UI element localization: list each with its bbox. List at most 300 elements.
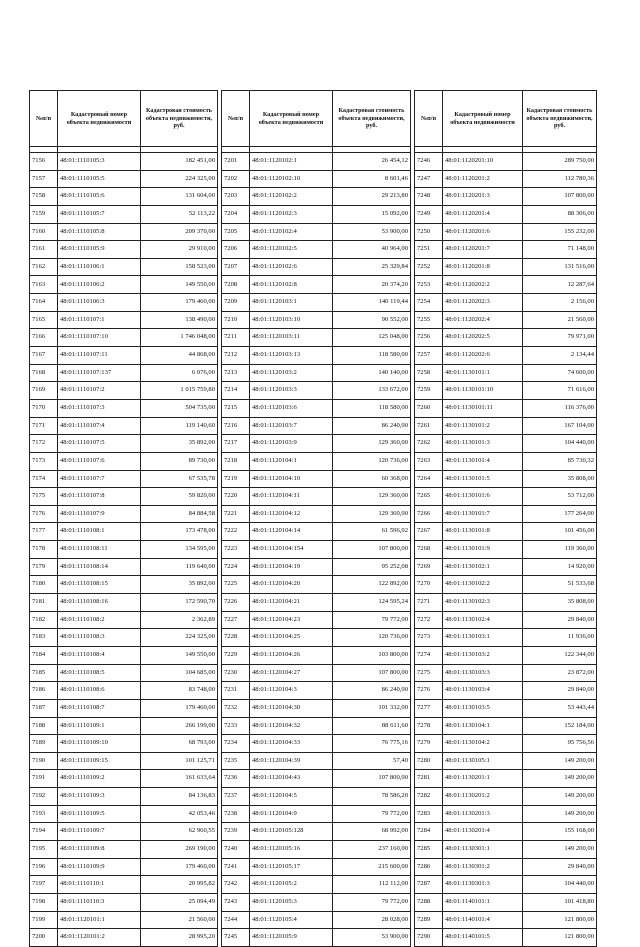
row-number: 7268 — [415, 541, 443, 559]
row-number: 7239 — [222, 823, 250, 841]
cadastral-cost: 122 344,00 — [523, 646, 597, 664]
table-row — [222, 699, 411, 717]
row-number: 7204 — [222, 205, 250, 223]
table-row — [415, 223, 597, 241]
row-number: 7284 — [415, 823, 443, 841]
table-row — [222, 470, 411, 488]
table-row — [30, 294, 218, 312]
cadastral-cost: 155 232,00 — [523, 223, 597, 241]
row-number: 7217 — [222, 435, 250, 453]
cadastral-number: 48:01:1110107:9 — [58, 505, 141, 523]
row-number: 7261 — [415, 417, 443, 435]
cadastral-cost: 120 736,00 — [333, 629, 411, 647]
cadastral-cost: 179 460,00 — [141, 699, 218, 717]
cadastral-cost: 116 376,00 — [523, 399, 597, 417]
cadastral-cost: 90 552,00 — [333, 311, 411, 329]
table-row — [222, 611, 411, 629]
cadastral-number: 48:01:1130101:1 — [443, 364, 523, 382]
cadastral-cost: 74 600,00 — [523, 364, 597, 382]
cadastral-cost: 2 156,00 — [523, 294, 597, 312]
cadastral-cost: 121 800,00 — [523, 929, 597, 947]
row-number: 7273 — [415, 629, 443, 647]
table-row — [30, 435, 218, 453]
table-row — [30, 770, 218, 788]
cadastral-cost: 95 252,08 — [333, 558, 411, 576]
table-row — [222, 364, 411, 382]
table-row — [30, 893, 218, 911]
table-row — [222, 329, 411, 347]
row-number: 7173 — [30, 452, 58, 470]
row-number: 7250 — [415, 223, 443, 241]
row-number: 7236 — [222, 770, 250, 788]
col-header-cadastral-cost: Кадастровая стоимость объекта недвижимости, руб. — [333, 91, 411, 147]
cadastral-number: 48:01:1120104:12 — [250, 505, 333, 523]
row-number: 7180 — [30, 576, 58, 594]
cadastral-cost: 29 840,00 — [523, 858, 597, 876]
row-number: 7245 — [222, 929, 250, 947]
cadastral-cost: 155 168,00 — [523, 823, 597, 841]
cadastral-number: 48:01:1110106:3 — [58, 294, 141, 312]
table-row — [415, 752, 597, 770]
cadastral-cost: 101 456,00 — [523, 523, 597, 541]
table-row — [415, 435, 597, 453]
cadastral-cost: 224 325,00 — [141, 170, 218, 188]
cadastral-number: 48:01:1110105:8 — [58, 223, 141, 241]
row-number: 7214 — [222, 382, 250, 400]
cadastral-number: 48:01:1110105:3 — [58, 153, 141, 171]
cadastral-number: 48:01:1130103:5 — [443, 699, 523, 717]
cadastral-number: 48:01:1120104:20 — [250, 576, 333, 594]
row-number: 7190 — [30, 752, 58, 770]
cadastral-cost: 86 240,00 — [333, 682, 411, 700]
row-number: 7288 — [415, 893, 443, 911]
cadastral-cost: 122 892,00 — [333, 576, 411, 594]
table-row — [30, 876, 218, 894]
cadastral-cost: 131 604,00 — [141, 188, 218, 206]
cadastral-number: 48:01:1110107:2 — [58, 382, 141, 400]
cadastral-number: 48:01:1110108:2 — [58, 611, 141, 629]
table-row — [415, 840, 597, 858]
row-number: 7171 — [30, 417, 58, 435]
table-row — [30, 735, 218, 753]
row-number: 7167 — [30, 347, 58, 365]
cadastral-number: 48:01:1130201:3 — [443, 805, 523, 823]
table-row — [30, 382, 218, 400]
cadastral-number: 48:01:1130102:1 — [443, 558, 523, 576]
cadastral-number: 48:01:1120103:3 — [250, 382, 333, 400]
cadastral-number: 48:01:1110110:1 — [58, 876, 141, 894]
cadastral-cost: 504 735,00 — [141, 399, 218, 417]
table-row — [222, 188, 411, 206]
row-number: 7269 — [415, 558, 443, 576]
row-number: 7247 — [415, 170, 443, 188]
cadastral-cost: 79 772,00 — [333, 611, 411, 629]
cadastral-cost: 149 200,00 — [523, 805, 597, 823]
row-number: 7205 — [222, 223, 250, 241]
cadastral-cost: 11 936,00 — [523, 629, 597, 647]
cadastral-cost: 29 910,00 — [141, 241, 218, 259]
row-number: 7287 — [415, 876, 443, 894]
cadastral-cost: 149 550,00 — [141, 646, 218, 664]
table-row — [415, 735, 597, 753]
table-row — [30, 258, 218, 276]
cadastral-number: 48:01:1120103:9 — [250, 435, 333, 453]
table-row — [222, 823, 411, 841]
row-number: 7160 — [30, 223, 58, 241]
cadastral-cost: 14 920,00 — [523, 558, 597, 576]
cadastral-cost: 107 800,00 — [523, 188, 597, 206]
cadastral-number: 48:01:1120104:9 — [250, 805, 333, 823]
row-number: 7182 — [30, 611, 58, 629]
row-number: 7191 — [30, 770, 58, 788]
col-header-cadastral-cost: Кадастровая стоимость объекта недвижимости, руб. — [523, 91, 597, 147]
cadastral-number: 48:01:1130103:2 — [443, 646, 523, 664]
cadastral-cost: 149 550,00 — [141, 276, 218, 294]
cadastral-cost: 53 443,44 — [523, 699, 597, 717]
row-number: 7248 — [415, 188, 443, 206]
table-row — [30, 329, 218, 347]
cadastral-cost: 129 360,00 — [333, 435, 411, 453]
cadastral-number: 48:01:1110108:6 — [58, 682, 141, 700]
cadastral-number: 48:01:1140101:5 — [443, 929, 523, 947]
row-number: 7255 — [415, 311, 443, 329]
cadastral-cost: 120 736,00 — [333, 452, 411, 470]
table-row — [415, 170, 597, 188]
cadastral-number: 48:01:1110109:5 — [58, 805, 141, 823]
cadastral-cost: 215 600,00 — [333, 858, 411, 876]
cadastral-cost: 129 360,00 — [333, 505, 411, 523]
cadastral-cost: 104 440,00 — [523, 876, 597, 894]
table-row — [222, 294, 411, 312]
cadastral-number: 48:01:1120104:1 — [250, 452, 333, 470]
cadastral-number: 48:01:1120103:10 — [250, 311, 333, 329]
table-row — [222, 276, 411, 294]
table-row — [222, 682, 411, 700]
table-row — [415, 523, 597, 541]
table-row — [415, 505, 597, 523]
table-row — [415, 558, 597, 576]
row-number: 7232 — [222, 699, 250, 717]
table-row — [222, 399, 411, 417]
row-number: 7192 — [30, 788, 58, 806]
cadastral-cost: 53 712,00 — [523, 488, 597, 506]
cadastral-number: 48:01:1130102:3 — [443, 594, 523, 612]
cadastral-number: 48:01:1120103:1 — [250, 294, 333, 312]
cadastral-number: 48:01:1120105:4 — [250, 911, 333, 929]
table-row — [222, 805, 411, 823]
cadastral-number: 48:01:1120102:4 — [250, 223, 333, 241]
table-row — [415, 153, 597, 171]
row-number: 7168 — [30, 364, 58, 382]
cadastral-cost: 21 560,00 — [141, 911, 218, 929]
col-header-cadastral-number: Кадастровый номер объекта недвижимости — [443, 91, 523, 147]
row-number: 7181 — [30, 594, 58, 612]
row-number: 7285 — [415, 840, 443, 858]
row-number: 7253 — [415, 276, 443, 294]
cadastral-number: 48:01:1120201:7 — [443, 241, 523, 259]
cadastral-number: 48:01:1130101:4 — [443, 452, 523, 470]
cadastral-number: 48:01:1110108:15 — [58, 576, 141, 594]
cadastral-number: 48:01:1120201:2 — [443, 170, 523, 188]
col-header-cadastral-cost: Кадастровая стоимость объекта недвижимости, руб. — [141, 91, 218, 147]
cadastral-cost: 79 772,00 — [333, 893, 411, 911]
table-row — [30, 611, 218, 629]
cadastral-number: 48:01:1120104:21 — [250, 594, 333, 612]
cadastral-cost: 177 264,00 — [523, 505, 597, 523]
cadastral-number: 48:01:1120104:32 — [250, 717, 333, 735]
table-row — [415, 205, 597, 223]
cadastral-cost: 118 580,00 — [333, 399, 411, 417]
row-number: 7201 — [222, 153, 250, 171]
cadastral-number: 48:01:1110107:11 — [58, 347, 141, 365]
row-number: 7249 — [415, 205, 443, 223]
table-row — [415, 347, 597, 365]
cadastral-number: 48:01:1120104:154 — [250, 541, 333, 559]
cadastral-number: 48:01:1120104:25 — [250, 629, 333, 647]
row-number: 7206 — [222, 241, 250, 259]
table-row — [222, 752, 411, 770]
col-header-cadastral-number: Кадастровый номер объекта недвижимости — [58, 91, 141, 147]
cadastral-cost: 266 199,00 — [141, 717, 218, 735]
cadastral-number: 48:01:1130101:9 — [443, 541, 523, 559]
table-row — [30, 364, 218, 382]
cadastral-number: 48:01:1130301:1 — [443, 840, 523, 858]
cadastral-cost: 131 516,00 — [523, 258, 597, 276]
cadastral-number: 48:01:1120104:10 — [250, 470, 333, 488]
cadastral-cost: 179 460,00 — [141, 858, 218, 876]
table-row — [415, 788, 597, 806]
cadastral-number: 48:01:1120105:2 — [250, 876, 333, 894]
table-row — [415, 611, 597, 629]
cadastral-cost: 78 586,20 — [333, 788, 411, 806]
cadastral-number: 48:01:1130103:4 — [443, 682, 523, 700]
row-number: 7242 — [222, 876, 250, 894]
cadastral-cost: 25 094,49 — [141, 893, 218, 911]
table-row — [30, 241, 218, 259]
table-row — [222, 241, 411, 259]
cadastral-number: 48:01:1120104:23 — [250, 611, 333, 629]
row-number: 7279 — [415, 735, 443, 753]
cadastral-cost: 29 840,00 — [523, 682, 597, 700]
row-number: 7187 — [30, 699, 58, 717]
table-row — [415, 664, 597, 682]
table-row — [30, 276, 218, 294]
cadastral-cost: 83 748,00 — [141, 682, 218, 700]
cadastral-number: 48:01:1120102:8 — [250, 276, 333, 294]
cadastral-cost: 129 360,00 — [333, 488, 411, 506]
cadastral-cost: 101 332,00 — [333, 699, 411, 717]
cadastral-number: 48:01:1130102:4 — [443, 611, 523, 629]
table-row — [30, 646, 218, 664]
table-row — [30, 576, 218, 594]
table-row — [222, 223, 411, 241]
table-row — [415, 241, 597, 259]
row-number: 7166 — [30, 329, 58, 347]
cadastral-cost: 23 872,00 — [523, 664, 597, 682]
cadastral-number: 48:01:1120104:30 — [250, 699, 333, 717]
cadastral-cost: 104 440,00 — [523, 435, 597, 453]
row-number: 7208 — [222, 276, 250, 294]
table-row — [415, 364, 597, 382]
cadastral-cost: 124 595,24 — [333, 594, 411, 612]
cadastral-number: 48:01:1110107:3 — [58, 399, 141, 417]
cadastral-cost: 62 960,55 — [141, 823, 218, 841]
table-row — [415, 594, 597, 612]
cadastral-number: 48:01:1120104:11 — [250, 488, 333, 506]
cadastral-cost: 107 800,00 — [333, 664, 411, 682]
cadastral-number: 48:01:1130103:3 — [443, 664, 523, 682]
row-number: 7188 — [30, 717, 58, 735]
cadastral-cost: 6 076,00 — [141, 364, 218, 382]
row-number: 7172 — [30, 435, 58, 453]
table-row — [415, 911, 597, 929]
cadastral-cost: 8 601,46 — [333, 170, 411, 188]
row-number: 7238 — [222, 805, 250, 823]
table-row — [30, 205, 218, 223]
cadastral-number: 48:01:1110108:4 — [58, 646, 141, 664]
table-row — [222, 170, 411, 188]
cadastral-cost: 35 892,00 — [141, 576, 218, 594]
cadastral-cost: 88 611,60 — [333, 717, 411, 735]
row-number: 7256 — [415, 329, 443, 347]
table-row — [30, 699, 218, 717]
table-row — [30, 840, 218, 858]
cadastral-cost: 35 808,00 — [523, 470, 597, 488]
cadastral-number: 48:01:1110107:10 — [58, 329, 141, 347]
row-number: 7271 — [415, 594, 443, 612]
cadastral-number: 48:01:1120101:2 — [58, 929, 141, 947]
table-row — [222, 858, 411, 876]
row-number: 7270 — [415, 576, 443, 594]
cadastral-cost: 173 478,00 — [141, 523, 218, 541]
row-number: 7280 — [415, 752, 443, 770]
cadastral-number: 48:01:1130103:1 — [443, 629, 523, 647]
row-number: 7178 — [30, 541, 58, 559]
cadastral-number: 48:01:1110108:5 — [58, 664, 141, 682]
row-number: 7275 — [415, 664, 443, 682]
row-number: 7197 — [30, 876, 58, 894]
col-header-number: №п/п — [222, 91, 250, 147]
cadastral-cost: 133 672,00 — [333, 382, 411, 400]
cadastral-number: 48:01:1120102:3 — [250, 205, 333, 223]
cadastral-cost: 172 590,70 — [141, 594, 218, 612]
row-number: 7263 — [415, 452, 443, 470]
row-number: 7210 — [222, 311, 250, 329]
row-number: 7234 — [222, 735, 250, 753]
cadastral-number: 48:01:1110105:9 — [58, 241, 141, 259]
row-number: 7224 — [222, 558, 250, 576]
table-row — [30, 417, 218, 435]
cadastral-cost: 134 595,00 — [141, 541, 218, 559]
cadastral-cost: 53 900,00 — [333, 929, 411, 947]
cadastral-number: 48:01:1130104:1 — [443, 717, 523, 735]
table-row — [415, 311, 597, 329]
row-number: 7246 — [415, 153, 443, 171]
row-number: 7189 — [30, 735, 58, 753]
table-row — [30, 505, 218, 523]
row-number: 7265 — [415, 488, 443, 506]
table-row — [30, 170, 218, 188]
row-number: 7264 — [415, 470, 443, 488]
table-row — [415, 717, 597, 735]
cadastral-number: 48:01:1130101:8 — [443, 523, 523, 541]
row-number: 7194 — [30, 823, 58, 841]
cadastral-number: 48:01:1120105:128 — [250, 823, 333, 841]
row-number: 7243 — [222, 893, 250, 911]
cadastral-cost: 112 780,36 — [523, 170, 597, 188]
cadastral-cost: 60 368,00 — [333, 470, 411, 488]
cadastral-cost: 224 325,00 — [141, 629, 218, 647]
row-number: 7229 — [222, 646, 250, 664]
table-row — [222, 893, 411, 911]
cadastral-cost: 2 362,89 — [141, 611, 218, 629]
cadastral-number: 48:01:1130101:7 — [443, 505, 523, 523]
cadastral-number: 48:01:1120104:14 — [250, 523, 333, 541]
cadastral-cost: 85 730,32 — [523, 452, 597, 470]
cadastral-number: 48:01:1130104:2 — [443, 735, 523, 753]
cadastral-number: 48:01:1120102:5 — [250, 241, 333, 259]
row-number: 7240 — [222, 840, 250, 858]
table-row — [222, 205, 411, 223]
table-row — [415, 470, 597, 488]
cadastral-number: 48:01:1110109:2 — [58, 770, 141, 788]
row-number: 7162 — [30, 258, 58, 276]
cadastral-cost: 20 995,82 — [141, 876, 218, 894]
cadastral-cost: 26 454,12 — [333, 153, 411, 171]
cadastral-cost: 119 140,60 — [141, 417, 218, 435]
table-row — [415, 488, 597, 506]
row-number: 7274 — [415, 646, 443, 664]
cadastral-cost: 20 374,20 — [333, 276, 411, 294]
cadastral-number: 48:01:1110109:3 — [58, 788, 141, 806]
row-number: 7244 — [222, 911, 250, 929]
row-number: 7283 — [415, 805, 443, 823]
cadastral-cost: 35 892,00 — [141, 435, 218, 453]
cadastral-number: 48:01:1110108:14 — [58, 558, 141, 576]
table-row — [222, 382, 411, 400]
table-row — [222, 523, 411, 541]
cadastral-number: 48:01:1120104:26 — [250, 646, 333, 664]
cadastral-number: 48:01:1120104:19 — [250, 558, 333, 576]
table-row — [30, 752, 218, 770]
table-row — [222, 594, 411, 612]
cadastral-number: 48:01:1110105:5 — [58, 170, 141, 188]
cadastral-number: 48:01:1120104:39 — [250, 752, 333, 770]
table-row — [30, 805, 218, 823]
cadastral-number: 48:01:1110106:1 — [58, 258, 141, 276]
row-number: 7200 — [30, 929, 58, 947]
row-number: 7259 — [415, 382, 443, 400]
row-number: 7227 — [222, 611, 250, 629]
cadastral-cost: 25 329,84 — [333, 258, 411, 276]
cadastral-cost: 269 190,00 — [141, 840, 218, 858]
row-number: 7219 — [222, 470, 250, 488]
cadastral-cost: 89 730,00 — [141, 452, 218, 470]
row-number: 7237 — [222, 788, 250, 806]
row-number: 7202 — [222, 170, 250, 188]
row-number: 7169 — [30, 382, 58, 400]
row-number: 7230 — [222, 664, 250, 682]
table-row — [222, 558, 411, 576]
row-number: 7199 — [30, 911, 58, 929]
table-row — [30, 558, 218, 576]
row-number: 7226 — [222, 594, 250, 612]
table-row — [30, 470, 218, 488]
cadastral-cost: 161 633,64 — [141, 770, 218, 788]
row-number: 7215 — [222, 399, 250, 417]
row-number: 7165 — [30, 311, 58, 329]
cadastral-number: 48:01:1110109:15 — [58, 752, 141, 770]
